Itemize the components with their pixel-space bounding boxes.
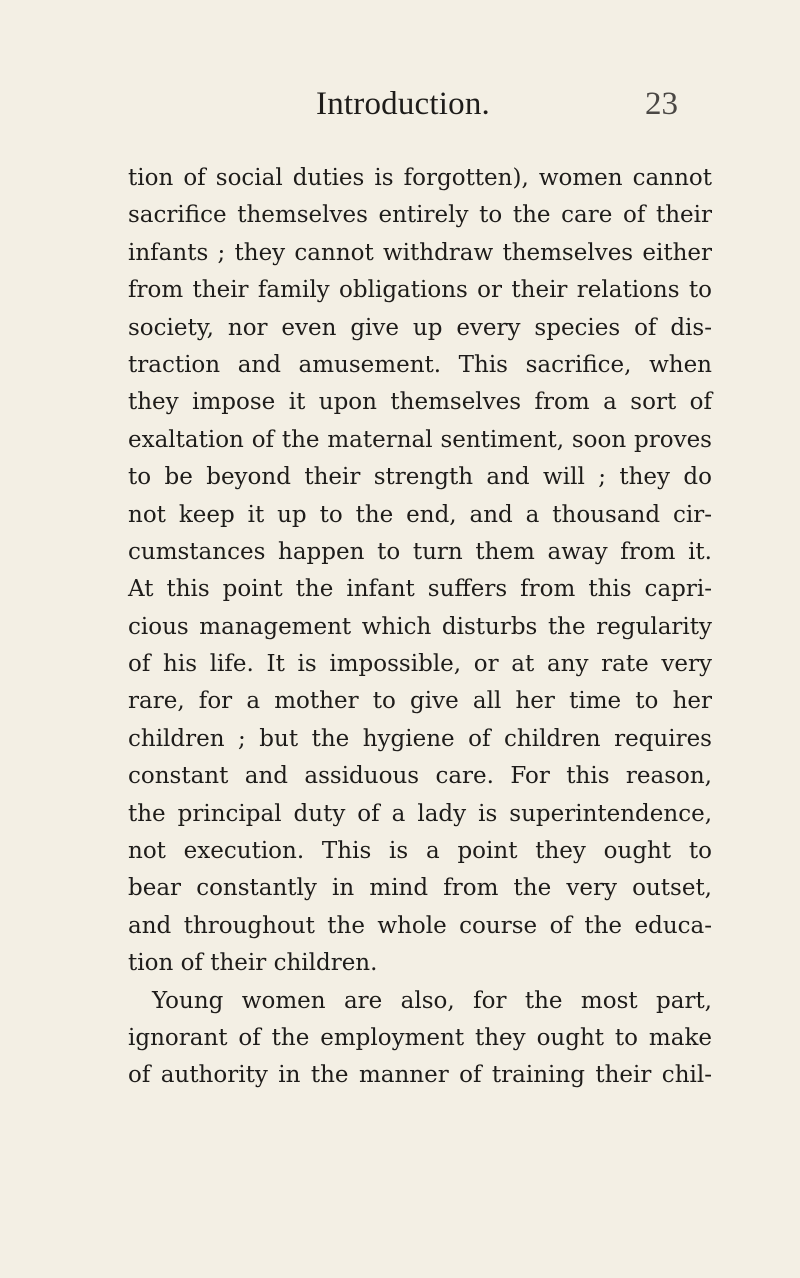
running-head — [0, 84, 800, 124]
text-line: bear constantly in mind from the very outset, — [128, 875, 712, 902]
text-line: society, nor even give up every species of dis- — [128, 314, 712, 341]
text-line: tion of social duties is forgotten), women cannot — [128, 165, 712, 191]
text-line: exaltation of the maternal sentiment, soon proves — [128, 426, 712, 453]
text-line: they impose it upon themselves from a sort of — [128, 389, 712, 416]
paragraph-end-line: tion of their children. — [128, 950, 378, 977]
text-line: cumstances happen to turn them away from it. — [128, 538, 712, 565]
text-line: constant and assiduous care. For this reason, — [128, 763, 712, 790]
text-line: the principal duty of a lady is superintendence, — [128, 800, 712, 827]
paragraph-start-line: Young women are also, for the most part, — [152, 987, 712, 1014]
text-line: of his life. It is impossible, or at any rate very — [128, 651, 712, 678]
text-line: not keep it up to the end, and a thousand cir- — [128, 501, 712, 528]
text-line: to be beyond their strength and will ; they do — [128, 464, 712, 491]
text-line: cious management which disturbs the regularity — [128, 613, 712, 640]
text-line: and throughout the whole course of the educa- — [128, 912, 712, 939]
text-line: children ; but the hygiene of children requires — [128, 725, 712, 752]
page-number: 23 — [645, 86, 678, 122]
text-line: traction and amusement. This sacrifice, when — [128, 351, 712, 378]
text-line: rare, for a mother to give all her time to her — [128, 688, 712, 715]
text-line: sacrifice themselves entirely to the care of their — [128, 202, 712, 229]
running-title: Introduction. — [316, 86, 490, 122]
text-line: infants ; they cannot withdraw themselves either — [128, 239, 712, 266]
text-line: At this point the infant suffers from this capri- — [128, 576, 712, 603]
text-line: ignorant of the employment they ought to make — [128, 1024, 712, 1051]
body-text — [128, 160, 712, 1095]
text-line: from their family obligations or their relations to — [128, 277, 712, 304]
text-line: of authority in the manner of training their chil- — [128, 1062, 712, 1089]
text-line: not execution. This is a point they ought to — [128, 838, 712, 865]
